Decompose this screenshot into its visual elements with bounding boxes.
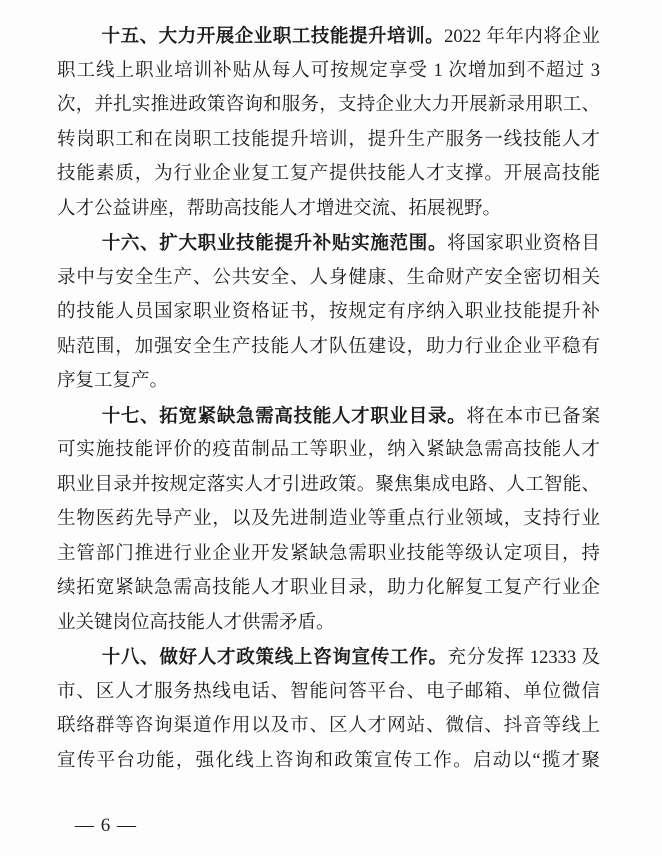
clause-18-heading: 十八、做好人才政策线上咨询宣传工作。	[101, 646, 448, 667]
document-body	[57, 19, 600, 778]
text-line: 市、区人才服务热线电话、智能问答平台、电子邮箱、单位微信	[57, 681, 600, 702]
text-line: 录中与安全生产、公共安全、人身健康、生命财产安全密切相关	[57, 267, 600, 288]
text-line: 技能素质，为行业企业复工复产提供技能人才支撑。开展高技能	[57, 164, 600, 184]
text-line: 可实施技能评价的疫苗制品工等职业，纳入紧缺急需高技能人才	[57, 440, 600, 460]
clause-15-opening-text: 2022 年年内将企业	[444, 27, 600, 47]
paragraph-18	[57, 640, 600, 778]
text-line: 业关键岗位高技能人才供需矛盾。	[57, 612, 335, 633]
clause-18-opening-text: 充分发挥 12333 及	[447, 648, 600, 668]
first-line-indent	[57, 248, 101, 249]
text-line: 次，并扎实推进政策咨询和服务，支持企业大力开展新录用职工、	[57, 95, 600, 115]
clause-17-heading: 十七、拓宽紧缺急需高技能人才职业目录。	[101, 404, 467, 426]
text-line: 的技能人员国家职业资格证书，按规定有序纳入职业技能提升补	[57, 302, 600, 322]
paragraph-16	[57, 226, 600, 399]
first-line-indent	[57, 421, 101, 422]
first-line-indent	[57, 41, 101, 42]
clause-15-heading: 十五、大力开展企业职工技能提升培训。	[101, 25, 445, 46]
text-line	[57, 19, 600, 54]
text-line	[57, 399, 600, 434]
text-line: 转岗职工和在岗职工技能提升培训，提升生产服务一线技能人才	[57, 129, 600, 150]
clause-17-opening-text: 将在本市已备案	[466, 406, 600, 427]
first-line-indent	[57, 662, 101, 663]
text-line: 序复工复产。	[57, 371, 169, 391]
text-line: 职工线上职业培训补贴从每人可按规定享受 1 次增加到不超过 3	[57, 60, 600, 81]
text-line: 贴范围，加强安全生产技能人才队伍建设，助力行业企业平稳有	[57, 336, 600, 357]
text-line: 宣传平台功能，强化线上咨询和政策宣传工作。启动以“揽才聚	[57, 750, 600, 771]
text-line: 联络群等咨询渠道作用以及市、区人才网站、微信、抖音等线上	[57, 716, 600, 736]
paragraph-17	[57, 399, 600, 641]
text-line	[57, 226, 600, 261]
clause-16-heading: 十六、扩大职业技能提升补贴实施范围。	[101, 232, 448, 253]
clause-16-opening-text: 将国家职业资格目	[447, 234, 600, 254]
text-line: 续拓宽紧缺急需高技能人才职业目录，助力化解复工复产行业企	[57, 578, 600, 598]
text-line: 生物医药先导产业，以及先进制造业等重点行业领域，支持行业	[57, 509, 600, 529]
paragraph-15	[57, 19, 600, 226]
page-number: — 6 —	[75, 815, 137, 836]
text-line: 主管部门推进行业企业开发紧缺急需职业技能等级认定项目，持	[57, 543, 600, 564]
text-line: 职业目录并按规定落实人才引进政策。聚焦集成电路、人工智能、	[57, 474, 600, 495]
text-line: 人才公益讲座，帮助高技能人才增进交流、拓展视野。	[57, 198, 502, 219]
text-line	[57, 640, 600, 675]
